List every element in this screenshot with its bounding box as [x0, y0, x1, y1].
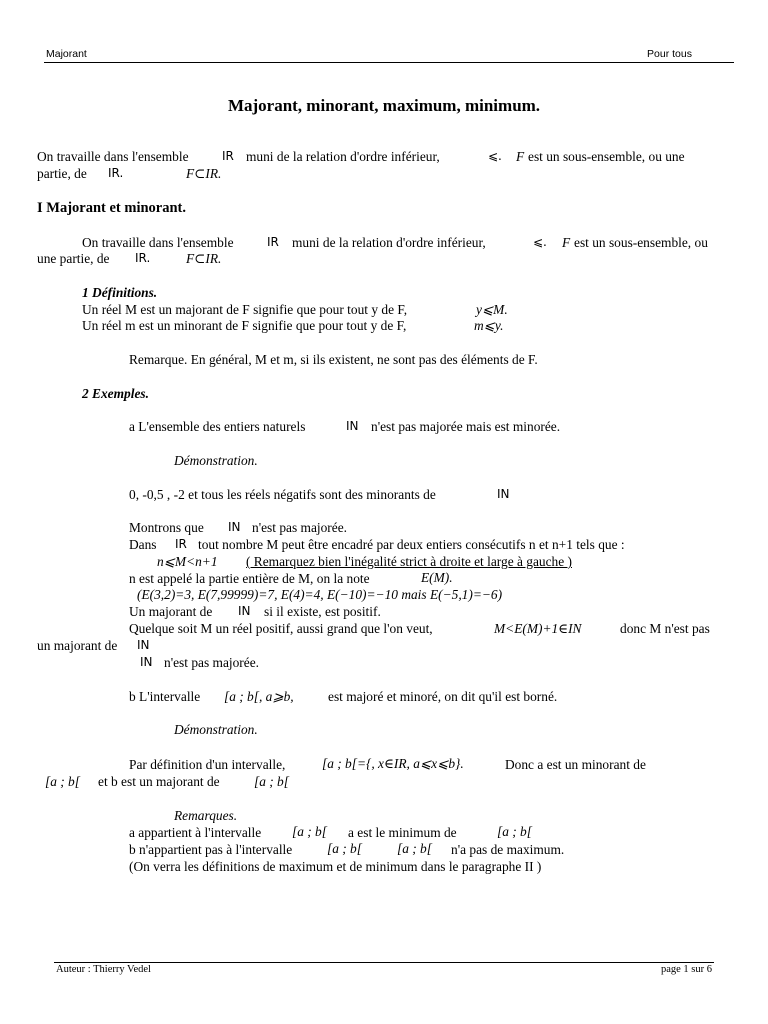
- majorant-positif-end: si il existe, est positif.: [264, 604, 381, 619]
- montrons-line-end: n'est pas majorée.: [252, 520, 347, 535]
- header-right: Pour tous: [647, 48, 692, 60]
- example-a-line: a L'ensemble des entiers naturels: [129, 419, 306, 434]
- definition-majorant: Un réel M est un majorant de F signifie que pour tout y de F,: [82, 302, 408, 317]
- definition-minorant: Un réel m est un minorant de F signifie que pour tout y de F,: [82, 318, 407, 333]
- partie-entiere-examples: (E(3,2)=3, E(7,99999)=7, E(4)=4, E(−10)=−10 mais E(−5,1)=−6): [137, 587, 503, 602]
- section1-line2a: une partie, de: [37, 251, 110, 266]
- par-definition-line: Par définition d'un intervalle,: [129, 757, 286, 772]
- section1-F: F: [562, 235, 571, 250]
- section1-line2c: F⊂IR.: [186, 251, 222, 266]
- partie-entiere-line: n est appelé la partie entière de M, on la note: [129, 571, 370, 586]
- header-left: Majorant: [46, 48, 87, 60]
- examples-title: 2 Exemples.: [82, 386, 149, 401]
- remarks-title: Remarques.: [174, 808, 238, 823]
- example-a-line-end: n'est pas majorée mais est minorée.: [371, 419, 561, 434]
- section1-R-symbol: IR: [267, 235, 279, 249]
- remark-2-interval-2: [a ; b[: [397, 841, 432, 856]
- majorant-positif-line: Un majorant de: [129, 604, 213, 619]
- remark-1: a appartient à l'intervalle: [129, 825, 262, 840]
- montrons-line: Montrons que: [129, 520, 204, 535]
- section1-leq: ⩽.: [533, 235, 547, 249]
- remark-1-interval-2: [a ; b[: [497, 824, 532, 839]
- section1-line1b: muni de la relation d'ordre inférieur,: [292, 235, 486, 250]
- intro-line1a: On travaille dans l'ensemble: [37, 149, 189, 164]
- definition-remark: Remarque. En général, M et m, si ils existent, ne sont pas des éléments de F.: [129, 352, 538, 367]
- remark-1-end: a est le minimum de: [348, 825, 457, 840]
- un-majorant-line: un majorant de: [37, 638, 118, 653]
- N-symbol-3: IN: [228, 520, 241, 534]
- demonstration-1: Démonstration.: [174, 453, 258, 468]
- intro-line1b: muni de la relation d'ordre inférieur,: [246, 149, 440, 164]
- intro-leq-symbol: ⩽.: [488, 149, 502, 163]
- page-title: Majorant, minorant, maximum, minimum.: [227, 96, 541, 115]
- example-b-line: b L'intervalle: [129, 689, 201, 704]
- R-symbol-dans: IR: [175, 537, 187, 551]
- N-symbol-6: IN: [140, 655, 153, 669]
- remark-2: b n'appartient pas à l'intervalle: [129, 842, 293, 857]
- intro-F: F: [516, 149, 525, 164]
- remark-3: (On verra les définitions de maximum et de minimum dans le paragraphe II ): [129, 859, 542, 874]
- par-definition-end: Donc a est un minorant de: [505, 757, 646, 772]
- inequality-math: n⩽M<n+1: [157, 554, 218, 569]
- inequality-note: ( Remarquez bien l'inégalité strict à droite et large à gauche ): [246, 554, 572, 569]
- remark-2-end: n'a pas de maximum.: [451, 842, 565, 857]
- remark-1-interval: [a ; b[: [292, 824, 327, 839]
- et-b-line: et b est un majorant de: [98, 774, 220, 789]
- example-b-end: est majoré et minoré, on dit qu'il est borné.: [328, 689, 558, 704]
- definition-minorant-math: m⩽y.: [474, 318, 504, 333]
- section1-title: I Majorant et minorant.: [37, 200, 187, 216]
- intro-line2b: IR.: [108, 166, 124, 180]
- par-definition-math: [a ; b[={, x∈IR, a⩽x⩽b}.: [322, 756, 464, 771]
- remark-2-interval: [a ; b[: [327, 841, 362, 856]
- N-symbol-1: IN: [346, 419, 359, 433]
- intro-line1d: est un sous-ensemble, ou une: [528, 149, 685, 164]
- quelque-line: Quelque soit M un réel positif, aussi grand que l'on veut,: [129, 621, 433, 636]
- quelque-end: donc M n'est pas: [620, 621, 710, 636]
- section1-line2b: IR.: [135, 251, 151, 265]
- intro-line2c: F⊂IR.: [186, 166, 222, 181]
- definition-majorant-math: y⩽M.: [476, 302, 508, 317]
- section1-line1c: est un sous-ensemble, ou: [574, 235, 708, 250]
- N-symbol-5: IN: [137, 638, 150, 652]
- section1-line1a: On travaille dans l'ensemble: [82, 235, 234, 250]
- page-footer: [54, 962, 714, 975]
- page-header: [44, 47, 734, 63]
- interval-math-1: [a ; b[: [45, 774, 80, 789]
- demonstration-2: Démonstration.: [174, 722, 258, 737]
- partie-entiere-math: E(M).: [421, 570, 453, 585]
- definitions-title: 1 Définitions.: [82, 285, 158, 300]
- footer-author: Auteur : Thierry Vedel: [56, 964, 151, 975]
- quelque-math: M<E(M)+1∈IN: [494, 621, 582, 636]
- interval-math-2: [a ; b[: [254, 774, 289, 789]
- footer-page-number: page 1 sur 6: [660, 964, 712, 975]
- intro-R-symbol: IR: [222, 149, 234, 163]
- N-symbol-4: IN: [238, 604, 251, 618]
- example-b-math: [a ; b[, a⩾b,: [224, 689, 294, 704]
- intro-line2a: partie, de: [37, 166, 87, 181]
- minorants-line: 0, -0,5 , -2 et tous les réels négatifs sont des minorants de: [129, 487, 436, 502]
- N-symbol-2: IN: [497, 487, 510, 501]
- conclusion-line: n'est pas majorée.: [164, 655, 259, 670]
- dans-line-end: tout nombre M peut être encadré par deux entiers consécutifs n et n+1 tels que :: [198, 537, 625, 552]
- dans-line: Dans: [129, 537, 157, 552]
